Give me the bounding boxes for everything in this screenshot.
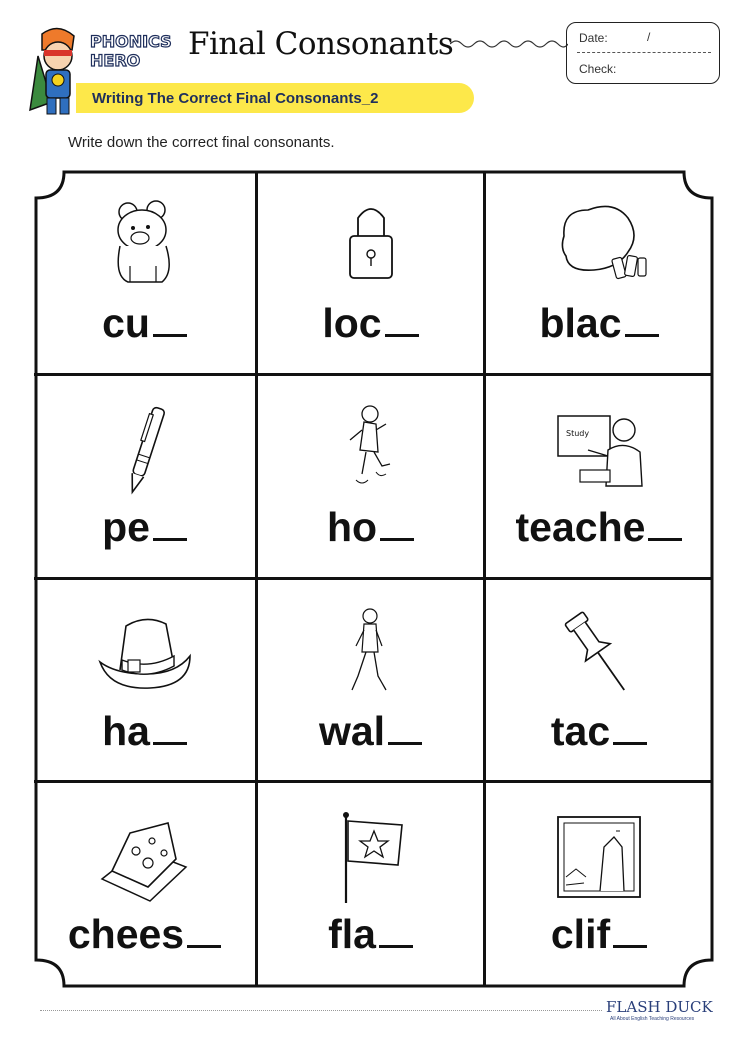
teacher-icon [544, 400, 654, 500]
footer-divider [40, 1010, 602, 1011]
subtitle-banner [76, 83, 474, 113]
answer-blank[interactable] [613, 943, 647, 948]
answer-blank[interactable] [388, 740, 422, 745]
word-prompt: clif [486, 911, 712, 958]
date-divider [577, 52, 711, 53]
wave-divider [450, 36, 568, 52]
word-card [486, 172, 712, 376]
answer-blank[interactable] [613, 740, 647, 745]
answer-blank[interactable] [648, 536, 682, 541]
word-grid [34, 172, 712, 986]
word-card [258, 376, 486, 580]
date-separator: / [647, 30, 651, 44]
answer-blank[interactable] [379, 943, 413, 948]
word-prompt: cu [34, 300, 255, 347]
date-label: Date: [579, 31, 608, 45]
flash-duck-logo: FLASH DUCK [606, 998, 713, 1016]
word-prompt: wal [258, 708, 483, 755]
word-prompt: pe [34, 504, 255, 551]
word-card [258, 580, 486, 783]
brand-tagline: All About English Teaching Resources [610, 1016, 695, 1022]
answer-blank[interactable] [385, 332, 419, 337]
phonics-hero-logo [90, 30, 180, 70]
word-card [486, 580, 712, 783]
answer-blank[interactable] [153, 536, 187, 541]
date-check-box [566, 22, 720, 84]
answer-blank[interactable] [153, 332, 187, 337]
word-prompt: ho [258, 504, 483, 551]
flag-icon [316, 807, 426, 907]
page-title: Final Consonants [188, 26, 454, 62]
word-prompt: fla [258, 911, 483, 958]
hat-icon [90, 604, 200, 704]
word-prompt: chees [34, 911, 255, 958]
ink-blot-icon [544, 196, 654, 296]
word-card [34, 580, 258, 783]
word-card [34, 172, 258, 376]
word-prompt: blac [486, 300, 712, 347]
pen-icon [90, 400, 200, 500]
thumbtack-icon [544, 604, 654, 704]
word-card [258, 783, 486, 986]
answer-blank[interactable] [187, 943, 221, 948]
word-prompt: teache [486, 504, 712, 551]
svg-text:PHONICS: PHONICS [90, 32, 172, 51]
cliff-picture-icon [544, 807, 654, 907]
svg-text:HERO: HERO [90, 51, 141, 70]
svg-text:Study: Study [566, 429, 590, 438]
word-prompt: ha [34, 708, 255, 755]
answer-blank[interactable] [153, 740, 187, 745]
word-card [486, 783, 712, 986]
hop-girl-icon [316, 400, 426, 500]
word-card [258, 172, 486, 376]
word-prompt: loc [258, 300, 483, 347]
walking-girl-icon [316, 604, 426, 704]
padlock-icon [316, 196, 426, 296]
word-prompt: tac [486, 708, 712, 755]
word-card [34, 376, 258, 580]
instruction-text: Write down the correct final consonants. [68, 134, 335, 151]
check-label: Check: [579, 62, 617, 76]
word-card [486, 376, 712, 580]
teddy-bear-icon [90, 196, 200, 296]
cheese-icon [90, 807, 200, 907]
answer-blank[interactable] [380, 536, 414, 541]
answer-blank[interactable] [625, 332, 659, 337]
word-card [34, 783, 258, 986]
subtitle-text: Writing The Correct Final Consonants_2 [92, 90, 379, 107]
